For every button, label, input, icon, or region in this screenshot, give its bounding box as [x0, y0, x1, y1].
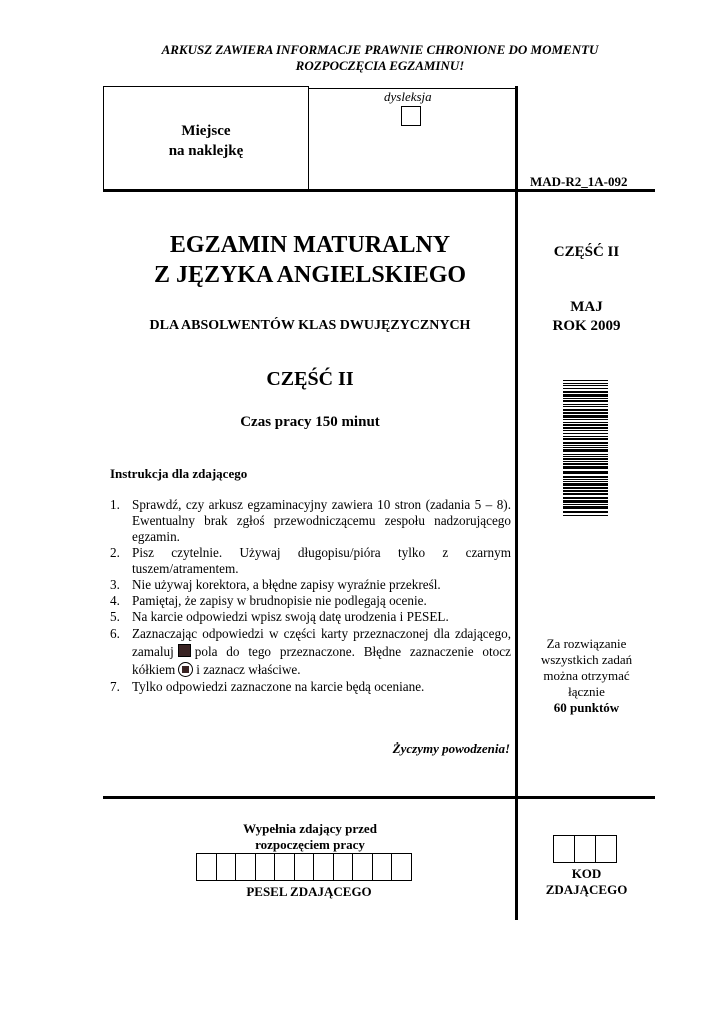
- time-limit: Czas pracy 150 minut: [240, 414, 380, 430]
- points-line-3: można otrzymać: [543, 668, 630, 683]
- barcode-bar: [563, 427, 608, 429]
- barcode-bar: [563, 515, 608, 516]
- warning-line-1: ARKUSZ ZAWIERA INFORMACJE PRAWNIE CHRONIONE DO MOMENTU: [161, 42, 599, 57]
- pesel-grid: [196, 853, 411, 881]
- barcode-bar: [563, 385, 608, 386]
- barcode-bar: [563, 476, 608, 478]
- pesel-digit-cell[interactable]: [196, 853, 217, 881]
- barcode-bar: [563, 447, 608, 448]
- exam-year: ROK 2009: [552, 318, 621, 334]
- sticker-line-1: Miejsce: [181, 123, 231, 139]
- barcode-bar: [563, 404, 608, 405]
- legal-warning: [100, 42, 660, 74]
- barcode-bar: [563, 430, 608, 431]
- barcode-bar: [563, 406, 608, 407]
- dyslexia-checkbox[interactable]: [401, 106, 421, 126]
- barcode-bar: [563, 504, 608, 505]
- barcode-bar: [563, 487, 608, 489]
- title-line-1: EGZAMIN MATURALNY: [169, 232, 451, 258]
- instructions-list: [110, 497, 511, 695]
- points-total: 60 punktów: [553, 700, 620, 715]
- instruction-item: 1. Sprawdź, czy arkusz egzaminacyjny zawiera 10 stron (zadania 5 – 8). Ewentualny brak zgłoś przewodniczącemu zespołu nadzorującego egzamin.: [110, 497, 511, 544]
- barcode-bar: [563, 493, 608, 495]
- pesel-digit-cell[interactable]: [274, 853, 295, 881]
- footer-divider: [103, 796, 655, 799]
- pesel-digit-cell[interactable]: [313, 853, 334, 881]
- exam-title: [105, 230, 515, 290]
- barcode-bar: [563, 433, 608, 434]
- points-line-2: wszystkich zadań: [540, 652, 633, 667]
- barcode-bar: [563, 419, 608, 420]
- part-heading: CZĘŚĆ II: [266, 368, 354, 390]
- code-digit-cell[interactable]: [553, 835, 575, 863]
- filled-square-icon: [178, 644, 191, 657]
- sticker-line-2: na naklejkę: [168, 143, 244, 159]
- barcode-bar: [563, 466, 608, 469]
- exam-month: MAJ: [570, 299, 603, 315]
- sticker-label: [103, 121, 309, 161]
- barcode-bar: [563, 449, 608, 452]
- fill-label-line-2: rozpoczęciem pracy: [255, 837, 365, 852]
- barcode-bar: [563, 388, 608, 389]
- points-line-1: Za rozwiązanie: [546, 636, 627, 651]
- code-digit-cell[interactable]: [574, 835, 596, 863]
- exam-subtitle: DLA ABSOLWENTÓW KLAS DWUJĘZYCZNYCH: [149, 318, 471, 333]
- title-line-2: Z JĘZYKA ANGIELSKIEGO: [153, 262, 467, 288]
- instruction-item: 7. Tylko odpowiedzi zaznaczone na karcie będą oceniane.: [110, 679, 425, 694]
- instruction-item: 3. Nie używaj korektora, a błędne zapisy wyraźnie przekreśl.: [110, 577, 441, 592]
- candidate-code-grid: [553, 835, 616, 863]
- circled-square-icon: [178, 662, 193, 677]
- barcode-bar: [563, 391, 608, 393]
- points-line-4: łącznie: [568, 684, 605, 699]
- barcode-bar: [563, 456, 608, 457]
- kod-label-line-1: KOD: [571, 866, 602, 881]
- pesel-digit-cell[interactable]: [255, 853, 276, 881]
- good-luck-note: Życzymy powodzenia!: [392, 741, 510, 756]
- barcode-bar: [563, 461, 608, 462]
- barcode-image: [563, 380, 608, 516]
- vertical-divider: [515, 86, 518, 920]
- instruction-item: 4. Pamiętaj, że zapisy w brudnopisie nie podlegają ocenie.: [110, 593, 427, 608]
- exam-code: MAD-R2_1A-092: [530, 174, 628, 189]
- barcode-bar: [563, 471, 608, 474]
- barcode-bar: [563, 481, 608, 482]
- barcode-bar: [563, 380, 608, 381]
- barcode-bar: [563, 454, 608, 455]
- instruction-item: 6. Zaznaczając odpowiedzi w części karty przeznaczonej dla zdającego, zamaluj pola do tego przeznaczone. Błędne zaznaczenie otocz kółkiem i zaznacz właściwe.: [110, 626, 511, 677]
- fill-before-label: [200, 821, 420, 853]
- instruction-item: 2. Pisz czytelnie. Używaj długopisu/pióra tylko z czarnym tuszem/atramentem.: [110, 545, 511, 576]
- barcode-bar: [563, 511, 608, 513]
- barcode-bar: [563, 506, 608, 509]
- barcode-bar: [563, 490, 608, 492]
- pesel-digit-cell[interactable]: [333, 853, 354, 881]
- barcode-bar: [563, 500, 608, 503]
- instruction-item: 5. Na karcie odpowiedzi wpisz swoją datę urodzenia i PESEL.: [110, 609, 449, 624]
- pesel-digit-cell[interactable]: [372, 853, 393, 881]
- barcode-bar: [563, 483, 608, 486]
- pesel-digit-cell[interactable]: [352, 853, 373, 881]
- barcode-bar: [563, 415, 608, 418]
- fill-label-line-1: Wypełnia zdający przed: [243, 821, 377, 836]
- barcode-bar: [563, 445, 608, 446]
- barcode-bar: [563, 398, 608, 399]
- barcode-bar: [563, 458, 608, 460]
- barcode-bar: [563, 412, 608, 414]
- pesel-digit-cell[interactable]: [294, 853, 315, 881]
- barcode-bar: [563, 436, 608, 437]
- barcode-bar: [563, 497, 608, 499]
- side-part-label: CZĘŚĆ II: [553, 244, 620, 260]
- instructions-title: Instrukcja dla zdającego: [110, 466, 248, 481]
- kod-label-line-2: ZDAJĄCEGO: [545, 882, 628, 897]
- barcode-bar: [563, 394, 608, 397]
- barcode-bar: [563, 424, 608, 426]
- pesel-digit-cell[interactable]: [235, 853, 256, 881]
- barcode-bar: [563, 479, 608, 480]
- dyslexia-label: dysleksja: [384, 89, 432, 104]
- exam-date: [520, 298, 653, 336]
- candidate-code-label: [520, 866, 653, 898]
- pesel-digit-cell[interactable]: [391, 853, 412, 881]
- barcode-bar: [563, 383, 608, 384]
- barcode-bar: [563, 442, 608, 444]
- points-info: [520, 636, 653, 716]
- pesel-digit-cell[interactable]: [216, 853, 237, 881]
- barcode-bar: [563, 463, 608, 465]
- barcode-bar: [563, 422, 608, 423]
- barcode-bar: [563, 400, 608, 402]
- code-digit-cell[interactable]: [595, 835, 617, 863]
- barcode-bar: [563, 409, 608, 411]
- barcode-bar: [563, 438, 608, 440]
- pesel-label: PESEL ZDAJĄCEGO: [246, 884, 372, 899]
- warning-line-2: ROZPOCZĘCIA EGZAMINU!: [295, 58, 465, 73]
